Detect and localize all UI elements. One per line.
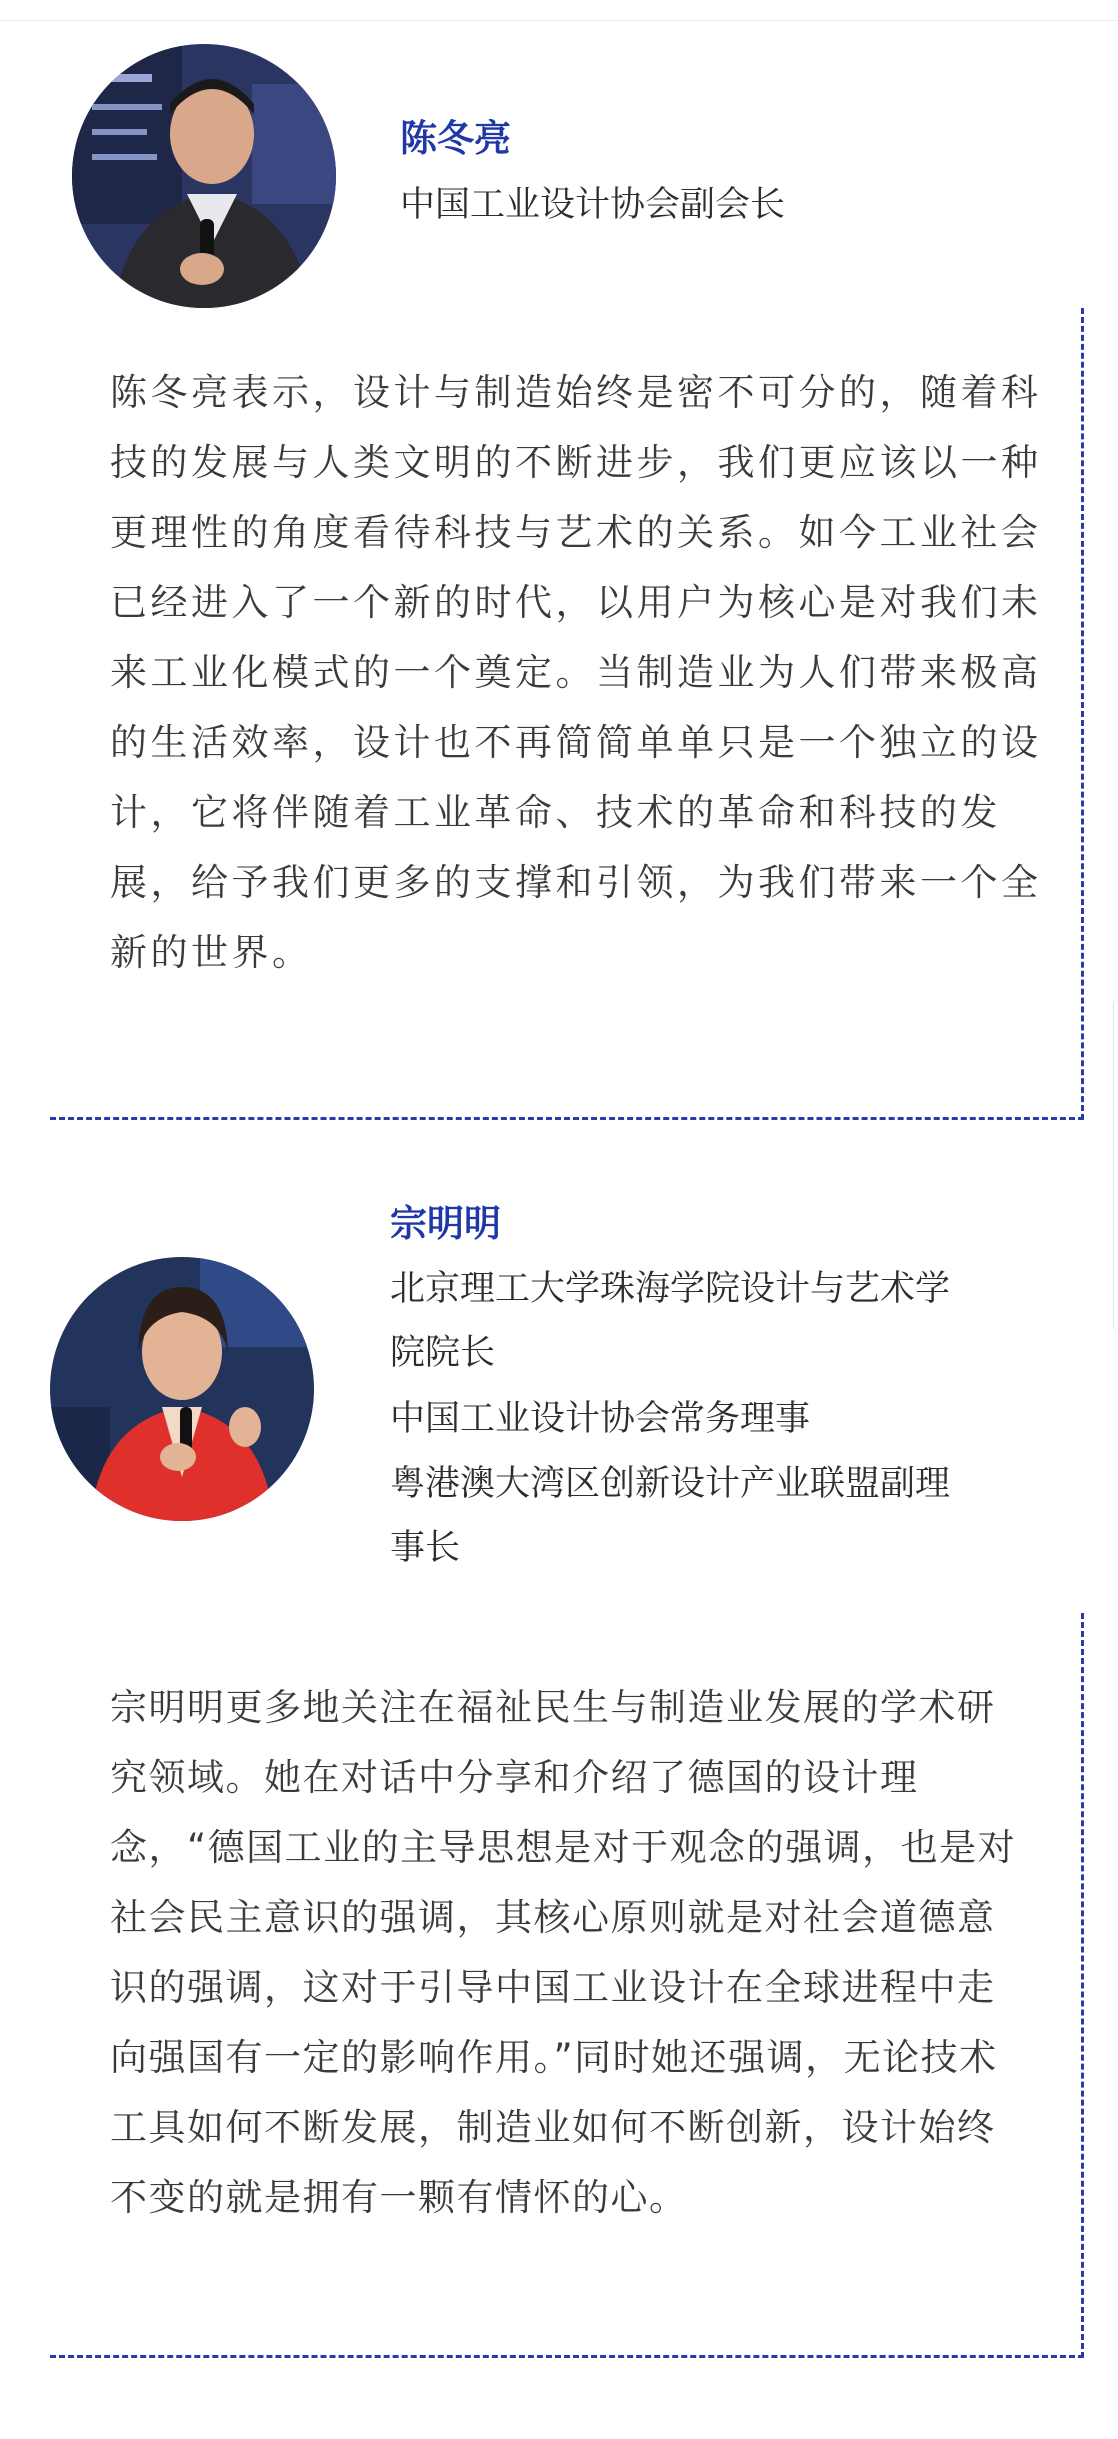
speaker-quote-box-2: [50, 1613, 1084, 2358]
top-divider: [0, 20, 1118, 21]
speaker-title-2-line-5: 事长: [390, 1528, 461, 1568]
speaker-name-2: 宗明明: [390, 1202, 501, 1245]
speaker-quote-box-1: [50, 308, 1084, 1120]
speaker-title-2-line-2: 院院长: [390, 1333, 496, 1373]
speaker-avatar-zong: [50, 1257, 314, 1521]
speaker-title-2-line-3: 中国工业设计协会常务理事: [390, 1399, 811, 1439]
speaker-name-1: 陈冬亮: [400, 117, 511, 160]
speaker-title-2-line-1: 北京理工大学珠海学院设计与艺术学: [390, 1269, 951, 1309]
speaker-photo-2: [50, 1257, 314, 1521]
edge-scroll-tab[interactable]: [1113, 1000, 1118, 1330]
speaker-photo-1: [72, 44, 336, 308]
speaker-quote-1: 陈冬亮表示，设计与制造始终是密不可分的，随着科技的发展与人类文明的不断进步，我们更应该以一种更理性的角度看待科技与艺术的关系。如今工业社会已经进入了一个新的时代，以用户为核心是对我们未来工业化模式的一个奠定。当制造业为人们带来极高的生活效率，设计也不再简简单单只是一个独立的设计，它将伴随着工业革命、技术的革命和科技的发展，给予我们更多的支撑和引领，为我们带来一个全新的世界。: [110, 371, 1042, 974]
speaker-title-1: 中国工业设计协会副会长: [400, 185, 786, 225]
speaker-avatar-chen: [72, 44, 336, 308]
speaker-title-2-line-4: 粤港澳大湾区创新设计产业联盟副理: [390, 1464, 951, 1504]
speaker-quote-2: 宗明明更多地关注在福祉民生与制造业发展的学术研究领域。她在对话中分享和介绍了德国的设计理念，“德国工业的主导思想是对于观念的强调，也是对社会民主意识的强调，其核心原则就是对社会道德意识的强调，这对于引导中国工业设计在全球进程中走向强国有一定的影响作用。”同时她还强调，无论技术工具如何不断发展，制造业如何不断创新，设计始终不变的就是拥有一颗有情怀的心。: [110, 1686, 1017, 2219]
